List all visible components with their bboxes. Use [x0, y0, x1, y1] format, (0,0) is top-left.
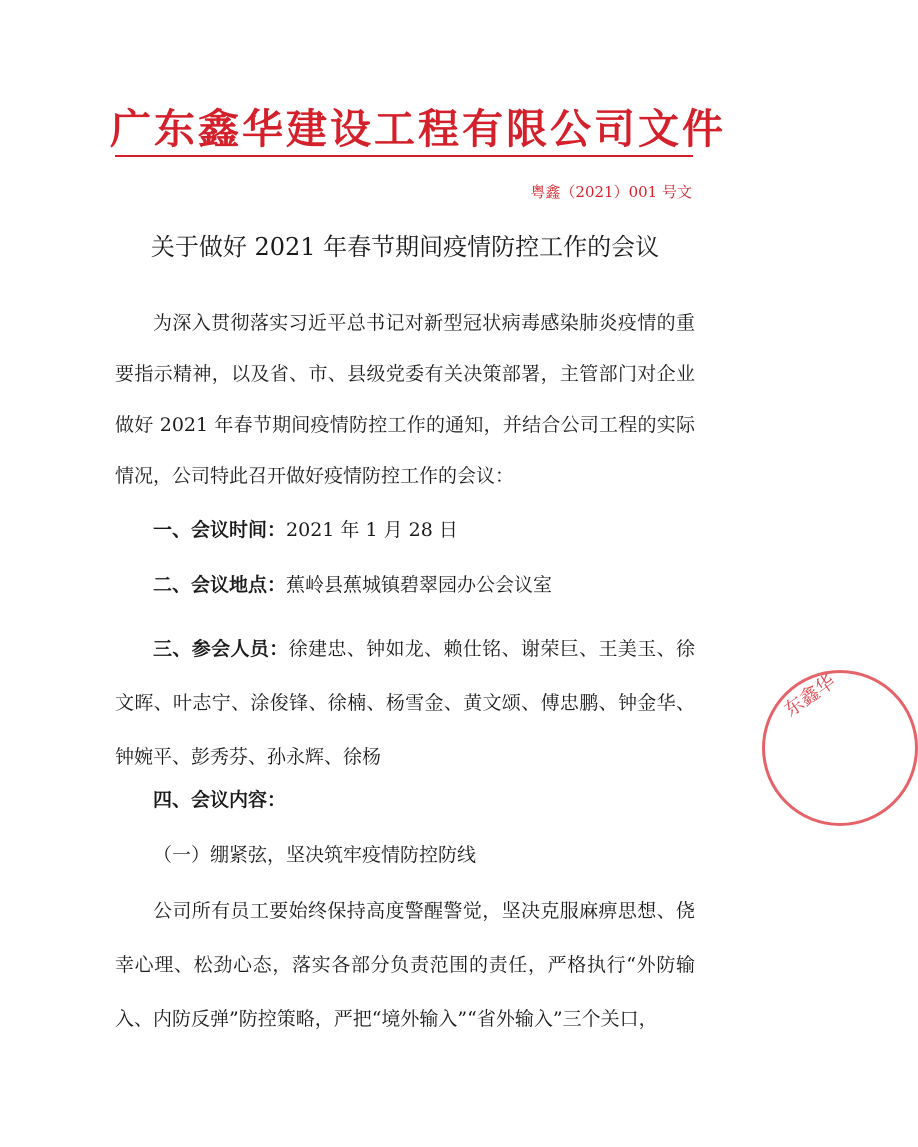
document-number: 粤鑫（2021）001 号文 [530, 183, 692, 201]
attendees-paragraph [115, 622, 695, 784]
red-divider-line [115, 155, 693, 157]
meeting-time-value: 2021 年 1 月 28 日 [286, 519, 458, 541]
meeting-time-line [115, 515, 733, 542]
meeting-time-label: 一、会议时间： [153, 519, 287, 541]
document-subject: 关于做好 2021 年春节期间疫情防控工作的会议 [150, 233, 660, 261]
meeting-place-value: 蕉岭县蕉城镇碧翠园办公会议室 [286, 574, 553, 596]
intro-paragraph: 为深入贯彻落实习近平总书记对新型冠状病毒感染肺炎疫情的重要指示精神，以及省、市、县级党委有关决策部署，主管部门对企业做好 2021 年春节期间疫情防控工作的通知，并结合公司工程的实际情况，公司特此召开做好疫情防控工作的会议： [115, 312, 695, 487]
meeting-content-line [115, 785, 733, 812]
section1-paragraph: 公司所有员工要始终保持高度警醒警觉，坚决克服麻痹思想、侥幸心理、松劲心态，落实各部分负责范围的责任，严格执行“外防输入、内防反弹”防控策略，严把“境外输入”“省外输入”三个关口， [115, 900, 695, 1030]
section1-heading: （一）绷紧弦，坚决筑牢疫情防控防线 [153, 844, 477, 866]
meeting-place-label: 二、会议地点： [153, 574, 287, 596]
attendees-value: 徐建忠、钟如龙、赖仕铭、谢荣巨、王美玉、徐文晖、叶志宁、涂俊锋、徐楠、杨雪金、黄文颂、傅忠鹏、钟金华、钟婉平、彭秀芬、孙永辉、徐杨 [115, 638, 695, 768]
org-title: 广东鑫华建设工程有限公司文件 [110, 105, 726, 153]
meeting-content-label: 四、会议内容： [153, 789, 287, 811]
seal-text: 东鑫华 [780, 670, 840, 722]
meeting-place-line [115, 570, 733, 597]
attendees-label: 三、参会人员： [153, 638, 289, 660]
